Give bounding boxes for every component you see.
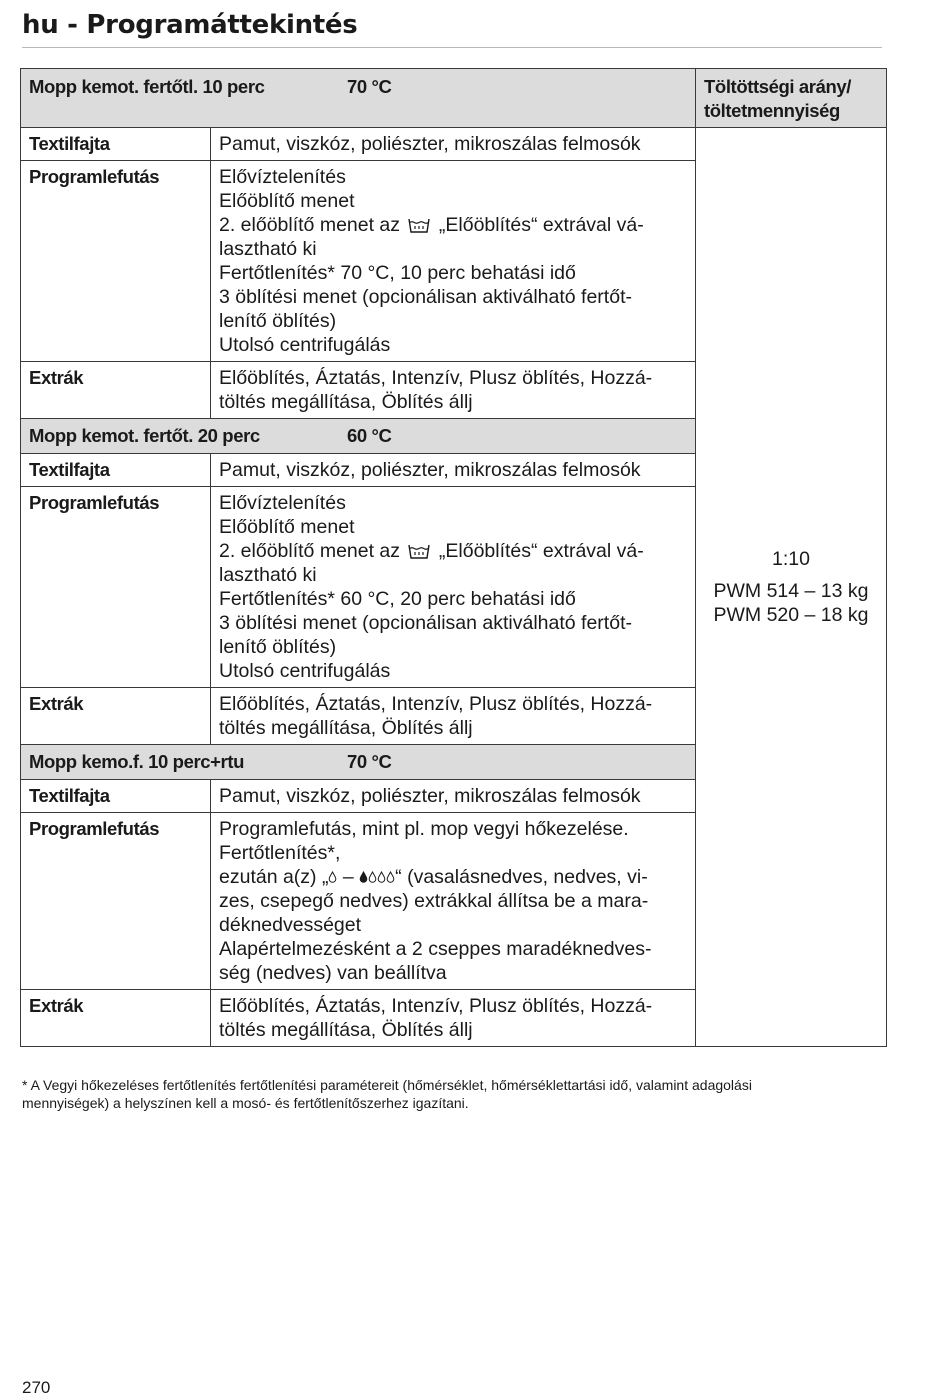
water-drop-icon xyxy=(368,871,377,883)
load-header xyxy=(696,69,887,128)
sequence-line: Utolsó centrifugálás xyxy=(219,660,391,682)
water-drop-icon xyxy=(328,871,337,883)
extras-line: töltés megállítása, Öblítés állj xyxy=(219,391,473,413)
sequence-line: Elővíztelenítés xyxy=(219,166,346,188)
sequence-text: 2. előöblítő menet az xyxy=(219,214,401,236)
water-drop-icon xyxy=(359,871,368,883)
extras-value xyxy=(211,688,696,745)
sequence-line xyxy=(219,539,687,563)
sequence-line: Utolsó centrifugálás xyxy=(219,334,391,356)
sequence-line: Fertőtlenítés* 70 °C, 10 perc behatási idő xyxy=(219,262,576,284)
load-pwm520: PWM 520 – 18 kg xyxy=(713,604,869,626)
load-header-line: Töltöttségi arány/ xyxy=(704,76,852,97)
program-temperature: 70 °C xyxy=(347,751,392,772)
sequence-line: 3 öblítési menet (opcionálisan aktiválható fertőt- xyxy=(219,286,632,308)
extras-line: Előöblítés, Áztatás, Intenzív, Plusz öblítés, Hozzá- xyxy=(219,367,653,389)
sequence-value xyxy=(211,487,696,688)
row-label: Extrák xyxy=(21,990,211,1047)
extras-value xyxy=(211,990,696,1047)
sequence-line xyxy=(219,213,687,237)
sequence-line: lenítő öblítés) xyxy=(219,636,337,658)
water-drop-icon xyxy=(377,871,386,883)
page-title: hu - Programáttekintés xyxy=(22,10,358,40)
program-header xyxy=(21,745,696,780)
sequence-line: ség (nedves) van beállítva xyxy=(219,962,447,984)
sequence-text: 2. előöblítő menet az xyxy=(219,540,401,562)
row-label: Textilfajta xyxy=(21,454,211,487)
extras-value xyxy=(211,362,696,419)
sequence-line: déknedvességet xyxy=(219,914,362,936)
footnote xyxy=(22,1076,902,1112)
load-pwm514: PWM 514 – 13 kg xyxy=(713,580,869,602)
extras-line: töltés megállítása, Öblítés állj xyxy=(219,1019,473,1041)
sequence-text: „Előöblítés“ extrával vá- xyxy=(438,214,644,236)
water-drop-icon xyxy=(386,871,395,883)
extras-line: Előöblítés, Áztatás, Intenzív, Plusz öblítés, Hozzá- xyxy=(219,693,653,715)
program-name: Mopp kemot. fertőt. 20 perc xyxy=(29,425,260,446)
sequence-value xyxy=(211,161,696,362)
sequence-line: lasztható ki xyxy=(219,564,317,586)
page-number: 270 xyxy=(22,1378,51,1397)
row-label: Programlefutás xyxy=(21,161,211,362)
program-name: Mopp kemot. fertőtl. 10 perc xyxy=(29,76,265,97)
sequence-value xyxy=(211,813,696,990)
sequence-line: Fertőtlenítés* 60 °C, 20 perc behatási idő xyxy=(219,588,576,610)
sequence-line: Alapértelmezésként a 2 cseppes maradéknedves- xyxy=(219,938,652,960)
sequence-line: Fertőtlenítés*, xyxy=(219,842,341,864)
sequence-line: lenítő öblítés) xyxy=(219,310,337,332)
program-table xyxy=(20,68,887,1047)
sequence-line: Előöblítő menet xyxy=(219,190,355,212)
extras-line: töltés megállítása, Öblítés állj xyxy=(219,717,473,739)
textile-value: Pamut, viszkóz, poliészter, mikroszálas felmosók xyxy=(211,780,696,813)
row-label: Programlefutás xyxy=(21,813,211,990)
program-temperature: 60 °C xyxy=(347,425,392,446)
program-temperature: 70 °C xyxy=(347,76,392,97)
prewash-tub-icon xyxy=(407,543,431,559)
sequence-line: 3 öblítési menet (opcionálisan aktiválható fertőt- xyxy=(219,612,632,634)
row-label: Extrák xyxy=(21,362,211,419)
program-header-row xyxy=(21,69,887,128)
footnote-line: mennyiségek) a helyszínen kell a mosó- és fertőtlenítőszerhez igazítani. xyxy=(22,1095,469,1111)
textile-value: Pamut, viszkóz, poliészter, mikroszálas felmosók xyxy=(211,128,696,161)
program-header xyxy=(21,419,696,454)
sequence-line: Előöblítő menet xyxy=(219,516,355,538)
extras-line: Előöblítés, Áztatás, Intenzív, Plusz öblítés, Hozzá- xyxy=(219,995,653,1017)
program-name: Mopp kemo.f. 10 perc+rtu xyxy=(29,751,245,772)
footnote-line: * A Vegyi hőkezeléses fertőtlenítés fertőtlenítési paramétereit (hőmérséklet, hőmérséklettartási idő, valamint adagolási xyxy=(22,1077,752,1093)
load-ratio-cell xyxy=(696,128,887,1047)
sequence-line: Elővíztelenítés xyxy=(219,492,346,514)
sequence-line xyxy=(219,865,687,889)
sequence-line: Programlefutás, mint pl. mop vegyi hőkezelése. xyxy=(219,818,629,840)
row-label: Textilfajta xyxy=(21,780,211,813)
load-ratio: 1:10 xyxy=(772,548,810,570)
row-label: Extrák xyxy=(21,688,211,745)
sequence-line: lasztható ki xyxy=(219,238,317,260)
textile-value: Pamut, viszkóz, poliészter, mikroszálas felmosók xyxy=(211,454,696,487)
sequence-line: zes, csepegő nedves) extrákkal állítsa be a mara- xyxy=(219,890,649,912)
sequence-text: – xyxy=(342,866,354,888)
prewash-tub-icon xyxy=(407,217,431,233)
sequence-text: “ (vasalásnedves, nedves, vi- xyxy=(395,866,648,888)
program-header xyxy=(21,69,696,128)
table-row xyxy=(21,128,887,161)
sequence-text: ezután a(z) „ xyxy=(219,866,329,888)
title-divider xyxy=(22,47,882,48)
sequence-text: „Előöblítés“ extrával vá- xyxy=(438,540,644,562)
row-label: Textilfajta xyxy=(21,128,211,161)
row-label: Programlefutás xyxy=(21,487,211,688)
load-header-line: töltetmennyiség xyxy=(704,100,840,121)
